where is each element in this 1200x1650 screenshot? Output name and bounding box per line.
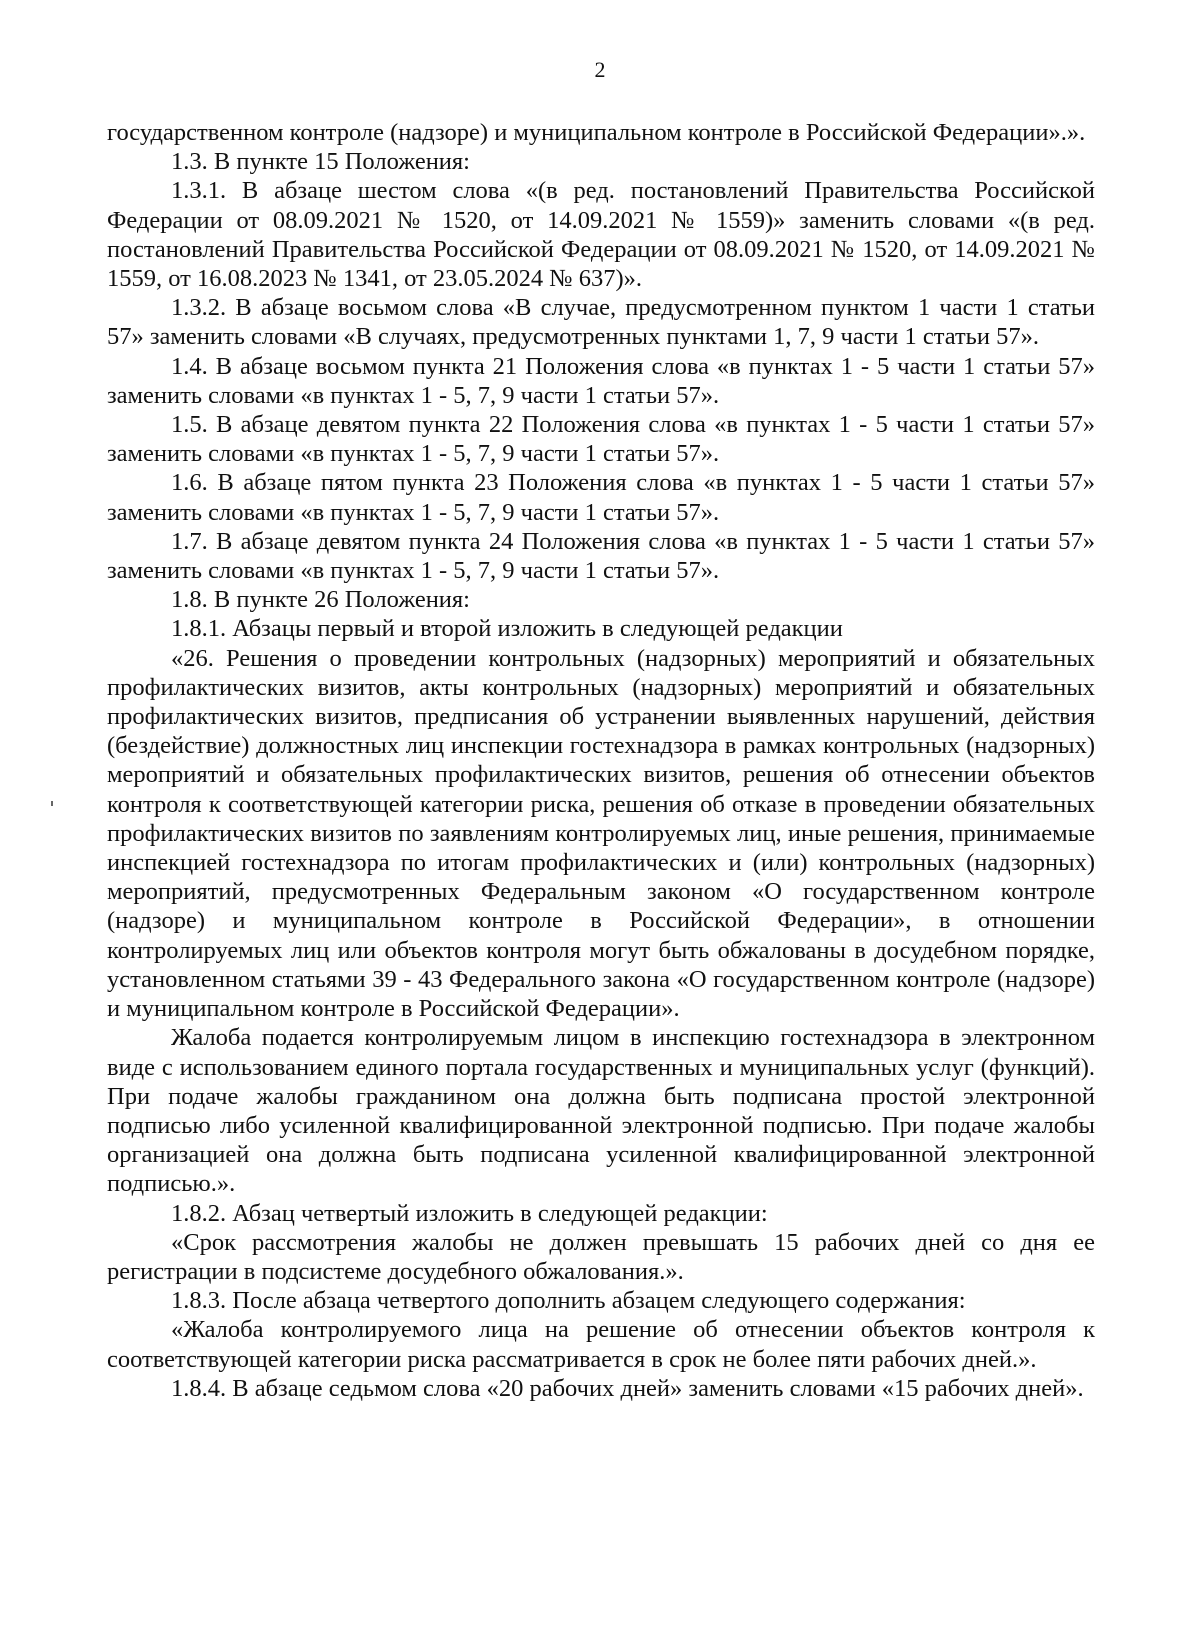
paragraph-1-6: 1.6. В абзаце пятом пункта 23 Положения слова «в пунктах 1 - 5 части 1 статьи 57» заменить словами «в пунктах 1 - 5, 7, 9 части 1 статьи 57». (107, 469, 1095, 526)
paragraph-1-3-1: 1.3.1. В абзаце шестом слова «(в ред. постановлений Правительства Российской Федерации от 08.09.2021 № 1520, от 14.09.2021 № 1559)» заменить словами «(в ред. постановлений Правительства Российской Федерации от 08.09.2021 № 1520, от 14.09.2021 № 1559, от 16.08.2023 № 1341, от 23.05.2024 № 637)». (107, 177, 1095, 293)
page-number: 2 (594, 57, 606, 82)
paragraph-1-3-2: 1.3.2. В абзаце восьмом слова «В случае, предусмотренном пунктом 1 части 1 статьи 57» заменить словами «В случаях, предусмотренных пунктами 1, 7, 9 части 1 статьи 57». (107, 294, 1095, 351)
paragraph-continuation: государственном контроле (надзоре) и муниципальном контроле в Российской Федерации».». (107, 119, 1086, 146)
paragraph-complaint: Жалоба подается контролируемым лицом в инспекцию гостехнадзора в электронном виде с использованием единого портала государственных и муниципальных услуг (функций). При подаче жалобы гражданином она должна быть подписана простой электронной подписью либо усиленной квалифицированной электронной подписью. При подаче жалобы организацией она должна быть подписана усиленной квалифицированной электронной подписью.». (107, 1024, 1095, 1198)
paragraph-quote-26: «26. Решения о проведении контрольных (надзорных) мероприятий и обязательных профилактических визитов, акты контрольных (надзорных) мероприятий и обязательных профилактических визитов, предписания об устранении выявленных нарушений, действия (бездействие) должностных лиц инспекции гостехнадзора в рамках контрольных (надзорных) мероприятий и обязательных профилактических визитов, решения об отнесении объектов контроля к соответствующей категории риска, решения об отказе в проведении обязательных профилактических визитов по заявлениям контролируемых лиц, иные решения, принимаемые инспекцией гостехнадзора по итогам профилактических и (или) контрольных (надзорных) мероприятий, предусмотренных Федеральным законом «О государственном контроле (надзоре) и муниципальном контроле в Российской Федерации», в отношении контролируемых лиц или объектов контроля могут быть обжалованы в досудебном порядке, установленном статьями 39 - 43 Федерального закона «О государственном контроле (надзоре) и муниципальном контроле в Российской Федерации». (107, 644, 1095, 1023)
paragraph-1-5: 1.5. В абзаце девятом пункта 22 Положения слова «в пунктах 1 - 5 части 1 статьи 57» заменить словами «в пунктах 1 - 5, 7, 9 части 1 статьи 57». (107, 411, 1095, 468)
paragraph-review-term: «Срок рассмотрения жалобы не должен превышать 15 рабочих дней со дня ее регистрации в подсистеме досудебного обжалования.». (107, 1228, 1095, 1285)
paragraph-risk-complaint: «Жалоба контролируемого лица на решение об отнесении объектов контроля к соответствующей категории риска рассматривается в срок не более пяти рабочих дней.». (107, 1316, 1095, 1373)
paragraph-1-8-1: 1.8.1. Абзацы первый и второй изложить в следующей редакции (171, 615, 843, 643)
paragraph-1-8-3: 1.8.3. После абзаца четвертого дополнить абзацем следующего содержания: (171, 1287, 966, 1315)
paragraph-1-4: 1.4. В абзаце восьмом пункта 21 Положения слова «в пунктах 1 - 5 части 1 статьи 57» заменить словами «в пунктах 1 - 5, 7, 9 части 1 статьи 57». (107, 352, 1095, 409)
paragraph-1-8-4: 1.8.4. В абзаце седьмом слова «20 рабочих дней» заменить словами «15 рабочих дней». (171, 1374, 1084, 1402)
scan-speck (51, 801, 53, 806)
paragraph-1-8-2: 1.8.2. Абзац четвертый изложить в следующей редакции: (171, 1199, 768, 1227)
paragraph-1-3: 1.3. В пункте 15 Положения: (171, 148, 470, 176)
paragraph-1-8: 1.8. В пункте 26 Положения: (171, 586, 470, 614)
document-body (107, 118, 1095, 1403)
paragraph-1-7: 1.7. В абзаце девятом пункта 24 Положения слова «в пунктах 1 - 5 части 1 статьи 57» заменить словами «в пунктах 1 - 5, 7, 9 части 1 статьи 57». (107, 527, 1095, 585)
